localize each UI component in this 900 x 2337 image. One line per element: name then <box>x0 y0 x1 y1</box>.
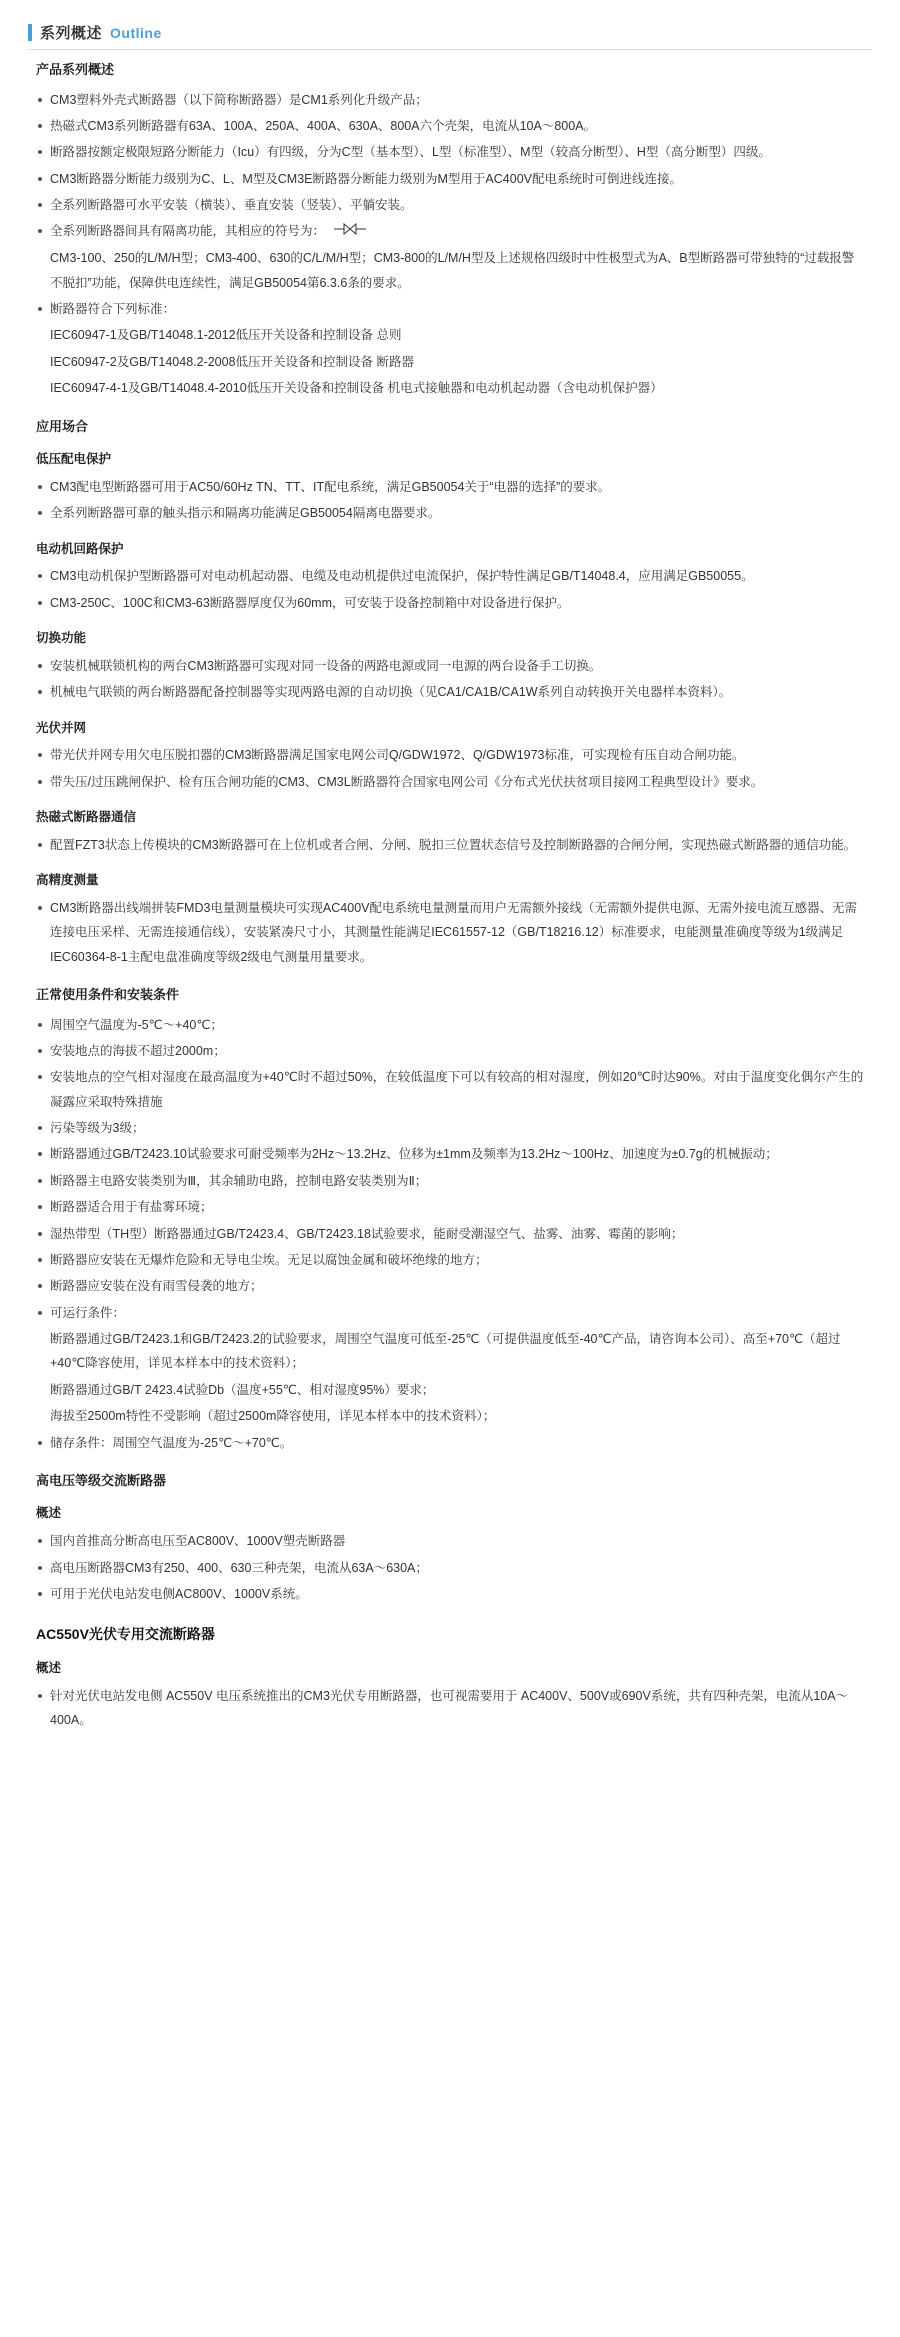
list-item: 机械电气联锁的两台断路器配备控制器等实现两路电源的自动切换（见CA1/CA1B/CA1W系列自动转换开关电器样本资料）。 <box>36 680 864 704</box>
section-heading-applications: 应用场合 <box>36 418 89 434</box>
list-item: 可运行条件： <box>36 1301 864 1325</box>
list-item: 可用于光伏电站发电侧AC800V、1000V系统。 <box>36 1582 864 1606</box>
list-item: 热磁式CM3系列断路器有63A、100A、250A、400A、630A、800A六个壳架，电流从10A～800A。 <box>36 114 864 138</box>
list-item: 配置FZT3状态上传模块的CM3断路器可在上位机或者合闸、分闸、脱扣三位置状态信号及控制断路器的合闸分闸，实现热磁式断路器的通信功能。 <box>36 833 864 857</box>
list-item: 针对光伏电站发电侧 AC550V 电压系统推出的CM3光伏专用断路器，也可视需要用于 AC400V、500V或690V系统，共有四种壳架，电流从10A～400A。 <box>36 1684 864 1733</box>
list-item: 断路器通过GB/T2423.10试验要求可耐受频率为2Hz～13.2Hz、位移为±1mm及频率为13.2Hz～100Hz、加速度为±0.7g的机械振动； <box>36 1142 864 1166</box>
list-item: 高电压断路器CM3有250、400、630三种壳架，电流从63A～630A； <box>36 1556 864 1580</box>
isolation-symbol-icon <box>333 220 367 244</box>
list-item: CM3-250C、100C和CM3-63断路器厚度仅为60mm，可安装于设备控制箱中对设备进行保护。 <box>36 591 864 615</box>
page-title-cn: 系列概述 <box>40 25 103 42</box>
paragraph-operating-condition: 断路器通过GB/T 2423.4试验Db（温度+55℃、相对湿度95%）要求； <box>50 1382 435 1397</box>
section-heading-product-overview: 产品系列概述 <box>36 62 115 77</box>
list-item: 断路器适合用于有盐雾环境； <box>36 1195 864 1219</box>
list-item-isolation-symbol <box>36 219 864 244</box>
subsection-heading-motor-protection: 电动机回路保护 <box>36 541 124 556</box>
subsection-heading-thermomagnetic-comm: 热磁式断路器通信 <box>36 810 137 825</box>
paragraph-operating-condition: 海拔至2500m特性不受影响（超过2500m降容使用，详见本样本中的技术资料）； <box>50 1409 496 1424</box>
list-item: CM3断路器分断能力级别为C、L、M型及CM3E断路器分断能力级别为M型用于AC400V配电系统时可倒进线连接。 <box>36 167 864 191</box>
list-item: 断路器按额定极限短路分断能力（Icu）有四级，分为C型（基本型）、L型（标准型）、M型（较高分断型）、H型（高分断型）四级。 <box>36 140 864 164</box>
list-item: CM3断路器出线端拼装FMD3电量测量模块可实现AC400V配电系统电量测量而用户无需额外接线（无需额外提供电源、无需外接电流互感器、无需连接电压采样、无需连接通信线），安装紧凑尺寸小，其测量性能满足IEC61557-12（GB/T18216.12）标准要求，电能测量准确度等级为1级满足IEC60364-8-1主配电盘准确度等级2级电气测量用量要求。 <box>36 896 864 969</box>
list-item: 断路器应安装在无爆炸危险和无导电尘埃。无足以腐蚀金属和破坏绝缘的地方； <box>36 1248 864 1272</box>
subsection-heading-overview-hv: 概述 <box>36 1506 62 1521</box>
list-item-storage-condition: 储存条件：周围空气温度为-25℃～+70℃。 <box>36 1431 864 1455</box>
section-heading-ac550v-pv-breaker: AC550V光伏专用交流断路器 <box>36 1626 215 1643</box>
list-item: CM3电动机保护型断路器可对电动机起动器、电缆及电动机提供过电流保护，保护特性满足GB/T14048.4，应用满足GB50055。 <box>36 564 864 588</box>
list-item: 带光伏并网专用欠电压脱扣器的CM3断路器满足国家电网公司Q/GDW1972、Q/GDW1973标准，可实现检有压自动合闸功能。 <box>36 743 864 767</box>
list-item-standards-title: 断路器符合下列标准： <box>36 297 864 321</box>
list-item: 带失压/过压跳闸保护、检有压合闸功能的CM3、CM3L断路器符合国家电网公司《分布式光伏扶贫项目接网工程典型设计》要求。 <box>36 770 864 794</box>
list-item: 全系列断路器可靠的触头指示和隔离功能满足GB50054隔离电器要求。 <box>36 501 864 525</box>
list-item: 安装机械联锁机构的两台CM3断路器可实现对同一设备的两路电源或同一电源的两台设备手工切换。 <box>36 654 864 678</box>
paragraph-alarm-note: CM3-100、250的L/M/H型；CM3-400、630的C/L/M/H型；CM3-800的L/M/H型及上述规格四级时中性极型式为A、B型断路器可带独特的“过载报警不脱扣”功能，保障供电连续性，满足GB50054第6.3.6条的要求。 <box>50 251 855 290</box>
paragraph-operating-condition: 断路器通过GB/T2423.1和GB/T2423.2的试验要求，周围空气温度可低至-25℃（可提供温度低至-40℃产品，请咨询本公司）、高至+70℃（超过+40℃降容使用，详见本样本中的技术资料）； <box>50 1332 841 1371</box>
page-title-en: Outline <box>110 24 162 41</box>
subsection-heading-pv-grid: 光伏并网 <box>36 720 87 735</box>
document-content <box>28 60 872 1733</box>
list-item: 安装地点的空气相对湿度在最高温度为+40℃时不超过50%，在较低温度下可以有较高的相对湿度，例如20℃时达90%。对由于温度变化偶尔产生的凝露应采取特殊措施 <box>36 1065 864 1114</box>
list-item: CM3配电型断路器可用于AC50/60Hz TN、TT、IT配电系统，满足GB50054关于“电器的选择”的要求。 <box>36 475 864 499</box>
header-accent-bar <box>28 24 32 41</box>
list-item: 周围空气温度为-5℃～+40℃； <box>36 1013 864 1037</box>
subsection-heading-high-precision-measure: 高精度测量 <box>36 873 99 888</box>
page-header <box>28 18 872 50</box>
standard-line: IEC60947-4-1及GB/T14048.4-2010低压开关设备和控制设备 机电式接触器和电动机起动器（含电动机保护器） <box>50 381 663 396</box>
subsection-heading-lv-distribution: 低压配电保护 <box>36 452 112 467</box>
list-item: 断路器应安装在没有雨雪侵袭的地方； <box>36 1274 864 1298</box>
list-item: 安装地点的海拔不超过2000m； <box>36 1039 864 1063</box>
list-item: 断路器主电路安装类别为Ⅲ，其余辅助电路，控制电路安装类别为Ⅱ； <box>36 1169 864 1193</box>
standard-line: IEC60947-1及GB/T14048.1-2012低压开关设备和控制设备 总则 <box>50 328 402 343</box>
subsection-heading-switching: 切换功能 <box>36 631 87 646</box>
section-heading-normal-conditions: 正常使用条件和安装条件 <box>36 987 180 1003</box>
section-heading-high-voltage-ac-breaker: 高电压等级交流断路器 <box>36 1472 167 1488</box>
list-item: CM3塑料外壳式断路器（以下简称断路器）是CM1系列化升级产品； <box>36 88 864 112</box>
list-item: 国内首推高分断高电压至AC800V、1000V塑壳断路器 <box>36 1529 864 1553</box>
list-item: 湿热带型（TH型）断路器通过GB/T2423.4、GB/T2423.18试验要求，能耐受潮湿空气、盐雾、油雾、霉菌的影响； <box>36 1222 864 1246</box>
list-item: 全系列断路器可水平安装（横装）、垂直安装（竖装）、平躺安装。 <box>36 193 864 217</box>
subsection-heading-overview-ac550v: 概述 <box>36 1661 62 1676</box>
list-item: 污染等级为3级； <box>36 1116 864 1140</box>
standard-line: IEC60947-2及GB/T14048.2-2008低压开关设备和控制设备 断路器 <box>50 354 415 369</box>
list-item-label: 全系列断路器间具有隔离功能，其相应的符号为： <box>50 224 326 239</box>
